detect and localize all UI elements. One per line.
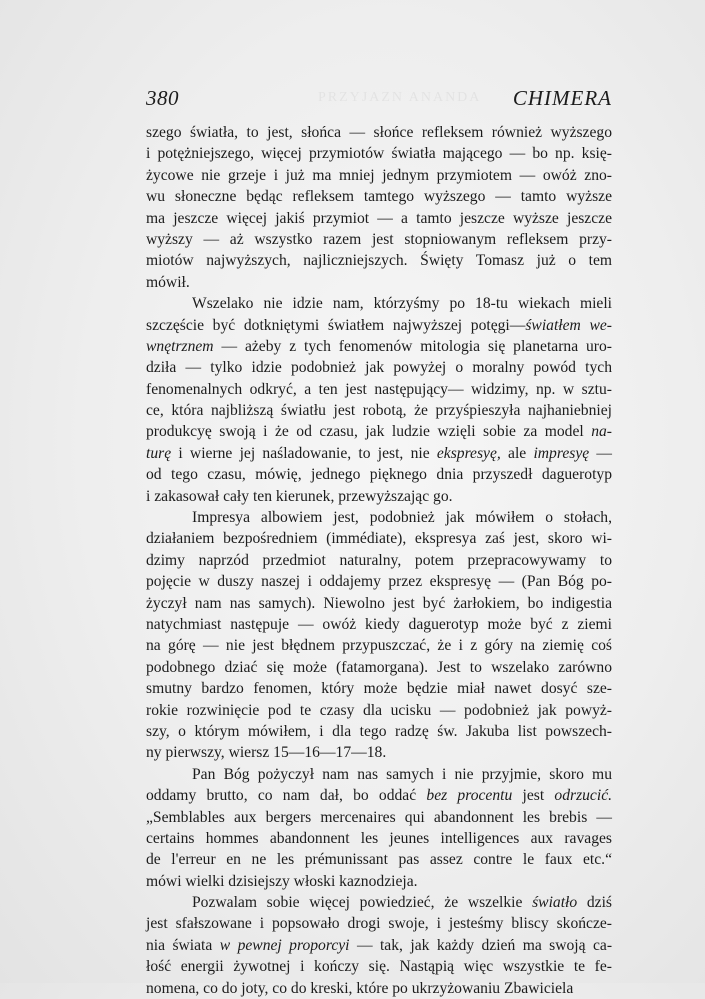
text-line (146, 165, 612, 186)
text-segment: jest sfałszowane i popsowało drogi swoje, i jesteśmy bliscy skończe- (146, 915, 612, 933)
text-line (146, 593, 612, 614)
text-line (146, 935, 612, 956)
paragraph (146, 122, 612, 293)
paragraph (146, 764, 612, 892)
italic-text: wnętrznem (146, 337, 214, 355)
text-segment: szczęście być dotkniętymi światłem najwyższej potęgi— (146, 316, 526, 334)
text-segment: wyższy — aż wszystko razem jest stopniowanym refleksem przy- (146, 230, 612, 248)
text-segment: wu słoneczne będąc refleksem tamtego wyższego — tamto wyższe (146, 188, 612, 206)
text-segment: dziś (577, 894, 612, 912)
text-line (146, 272, 612, 293)
text-segment: dziła — tylko idzie podobnież jak powyżej o moralny powód tych (146, 359, 612, 377)
text-segment: produkcyę swoją i że od czasu, jak ludzie wzięli sobie za model (146, 423, 592, 441)
text-segment: i wierne jej naśladowanie, to jest, nie (171, 444, 437, 462)
text-segment: — (589, 444, 613, 462)
text-segment: ny pierwszy, wiersz 15—16—17—18. (146, 744, 387, 762)
text-segment: od tego czasu, mówię, jednego pięknego dnia przyszedł daguerotyp (146, 466, 612, 484)
text-line (146, 293, 612, 314)
italic-text: światłem we- (525, 316, 612, 334)
text-line (146, 357, 612, 378)
text-segment: podobnego dziać się może (fatamorgana). Jest to wszelako zarówno (146, 658, 612, 676)
text-segment: oddamy brutto, co nam dał, bo oddać (146, 787, 427, 805)
italic-text: odrzucić. (554, 787, 613, 805)
text-segment: na górę — nie jest błędnem przypuszczać, że i z góry na ziemię coś (146, 637, 612, 655)
text-line (146, 871, 612, 892)
italic-text: ekspresyę, (436, 444, 501, 462)
text-segment: pojęcie w duszy naszej i oddajemy przez ekspresyę — (Pan Bóg po- (146, 573, 612, 591)
text-line (146, 913, 612, 934)
text-line (146, 614, 612, 635)
page-number: 380 (146, 86, 179, 110)
text-segment: życzył nam nas samych). Niewolno jest być żarłokiem, bo indigestia (146, 594, 612, 612)
text-line (146, 122, 612, 143)
text-line (146, 143, 612, 164)
text-line (146, 336, 612, 357)
text-line (146, 828, 612, 849)
text-segment: łość energii żywotnej i kończy się. Nastąpią więc wszystkie te fe- (146, 958, 612, 976)
text-line (146, 379, 612, 400)
text-segment: natychmiast następuje — owóż kiedy daguerotyp może być z ziemi (146, 615, 612, 633)
text-line (146, 764, 612, 785)
text-segment: smutny bardzo fenomen, który może będzie miał nawet dosyć sze- (146, 680, 612, 698)
text-segment: i potężniejszego, więcej przymiotów światła mającego — bo np. księ- (146, 145, 612, 163)
body-text (146, 122, 612, 999)
text-line (146, 250, 612, 271)
text-segment: szego światła, to jest, słońca — słońce refleksem również wyższego (146, 124, 612, 141)
text-segment: Impresya albowiem jest, podobnież jak mówiłem o stołach, (192, 509, 612, 527)
text-line (146, 892, 612, 913)
text-line (146, 443, 612, 464)
text-segment: i zakasował cały ten kierunek, przewyższając go. (146, 487, 453, 505)
text-line (146, 315, 612, 336)
running-head (146, 86, 612, 112)
text-segment: ce, która najbliższą światłu jest robotą, że przyśpieszyła najhaniebniej (146, 402, 612, 420)
text-segment: — ażeby z tych fenomenów mitologia się planetarna uro- (213, 337, 612, 355)
text-line (146, 550, 612, 571)
text-segment: działaniem bezpośredniem (immédiate), ekspresya zaś jest, skoro wi- (146, 530, 612, 548)
text-segment: nia świata (146, 936, 220, 954)
text-line (146, 849, 612, 870)
text-segment: miotów najwyższych, najliczniejszych. Święty Tomasz już o tem (146, 252, 612, 270)
text-segment: ma jeszcze więcej jakiś przymiot — a tamto jeszcze wyższe jeszcze (146, 209, 612, 227)
text-line (146, 186, 612, 207)
text-segment: Pan Bóg pożyczył nam nas samych i nie przyjmie, skoro mu (192, 765, 612, 783)
text-line (146, 229, 612, 250)
text-line (146, 978, 612, 999)
text-segment: mówi wielki dzisiejszy włoski kaznodzieja. (146, 872, 418, 890)
text-line (146, 528, 612, 549)
text-segment: ale (500, 444, 534, 462)
text-line (146, 421, 612, 442)
text-segment: życowe nie grzeje i już ma mniej jednym przymiotem — owóż zno- (146, 166, 612, 184)
italic-text: w pewnej proporcyi (219, 936, 350, 954)
italic-text: turę (146, 444, 172, 462)
text-segment: „Semblables aux bergers mercenaires qui abandonnent les brebis — (146, 808, 612, 826)
text-line (146, 700, 612, 721)
text-segment: Pozwalam sobie więcej powiedzieć, że wszelkie (192, 894, 533, 912)
text-line (146, 956, 612, 977)
text-segment: dzimy naprzód przedmiot naturalny, potem przepracowywamy to (146, 551, 612, 569)
text-line (146, 785, 612, 806)
text-segment: jest (512, 787, 555, 805)
text-segment: mówił. (146, 273, 190, 291)
text-segment: szy, o którym mówiłem, i dla tego radzę św. Jakuba list powszech- (146, 722, 612, 740)
text-line (146, 400, 612, 421)
text-segment: nomena, co do joty, co do kreski, które po ukrzyżowaniu Zbawiciela (146, 979, 574, 997)
paragraph (146, 293, 612, 507)
text-line (146, 678, 612, 699)
text-line (146, 507, 612, 528)
journal-title: CHIMERA (512, 86, 612, 110)
text-segment: fenomenalnych odkryć, a ten jest następujący— widzimy, np. w sztu- (146, 380, 612, 398)
text-line (146, 742, 612, 763)
text-segment: rokie rozwinięcie pod te czasy dla ucisku — podobnież jak powyż- (146, 701, 612, 719)
italic-text: bez procentu (426, 787, 513, 805)
text-segment: de l'erreur en ne les prémunissant pas assez contre le faux etc.“ (146, 851, 612, 869)
italic-text: impresyę (533, 444, 590, 462)
italic-text: na- (591, 423, 612, 441)
text-segment: — tak, jak każdy dzień ma swoją ca- (349, 936, 613, 954)
text-segment: certains hommes abandonnent les jeunes intelligences aux ravages (146, 829, 612, 847)
paragraph (146, 507, 612, 764)
text-line (146, 807, 612, 828)
text-line (146, 486, 612, 507)
text-line (146, 464, 612, 485)
text-segment: Wszelako nie idzie nam, którzyśmy po 18-tu wiekach mieli (192, 295, 612, 313)
italic-text: światło (532, 894, 578, 912)
bleed-through-text: PRZYJAZN ANANDA (318, 90, 482, 105)
text-line (146, 635, 612, 656)
text-line (146, 721, 612, 742)
text-line (146, 208, 612, 229)
text-line (146, 657, 612, 678)
text-line (146, 571, 612, 592)
